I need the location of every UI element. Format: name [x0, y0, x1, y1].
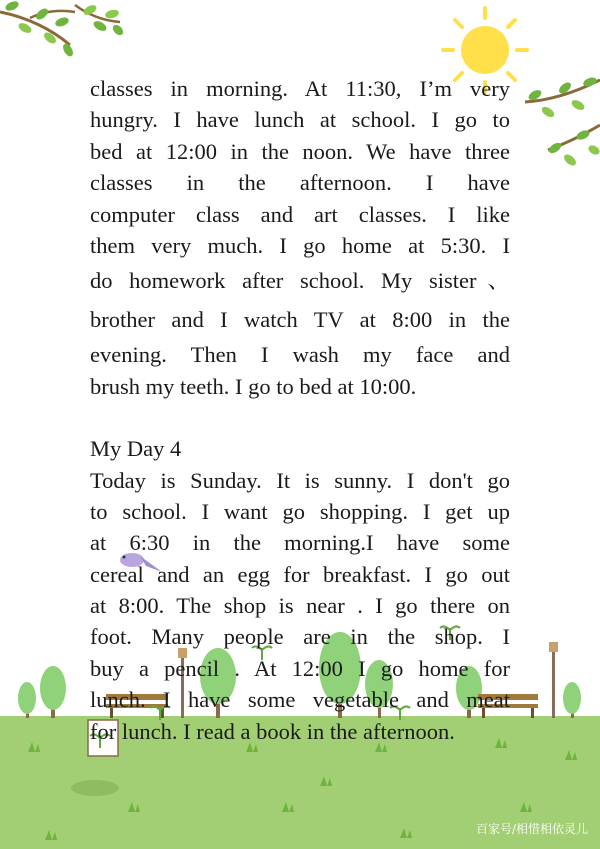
text-line: brother and I watch TV at 8:00 in the	[90, 307, 510, 333]
text-line: to school. I want go shopping. I get up	[90, 498, 510, 524]
text-line: brush my teeth. I go to bed at 10:00.	[90, 373, 417, 399]
text-line: bed at 12:00 in the noon. We have three	[90, 138, 510, 164]
text-line: hungry. I have lunch at school. I go to	[90, 107, 510, 133]
watermark: 百家号/相惜相依灵儿	[475, 822, 588, 836]
paragraph-spacer	[90, 402, 510, 433]
text-line: Today is Sunday. It is sunny. I don't go	[90, 467, 510, 493]
text-line: at 8:00. The shop is near . I go there on	[90, 593, 510, 619]
text-line: classes in the afternoon. I have	[90, 170, 510, 196]
text-line: cereal and an egg for breakfast. I go out	[90, 561, 510, 587]
text-line: foot. Many people are in the shop. I	[90, 624, 510, 650]
essay-text	[90, 73, 510, 747]
text-line: evening. Then I wash my face and	[90, 342, 510, 368]
text-line: computer class and art classes. I like	[90, 201, 510, 227]
branch-right-icon	[525, 76, 600, 168]
text-line: classes in morning. At 11:30, I’m very	[90, 76, 510, 101]
text-line: for lunch. I read a book in the afternoon.	[90, 718, 455, 744]
section-heading: My Day 4	[90, 436, 182, 462]
branch-top-left-icon	[0, 0, 125, 58]
text-line: buy a pencil . At 12:00 I go home for	[90, 655, 510, 681]
text-line: them very much. I go home at 5:30. I	[90, 232, 510, 258]
text-line: at 6:30 in the morning.I have some	[90, 530, 510, 556]
text-line: lunch. I have some vegetable and meat	[90, 687, 510, 713]
text-line: do homework after school. My sister、	[90, 268, 510, 294]
